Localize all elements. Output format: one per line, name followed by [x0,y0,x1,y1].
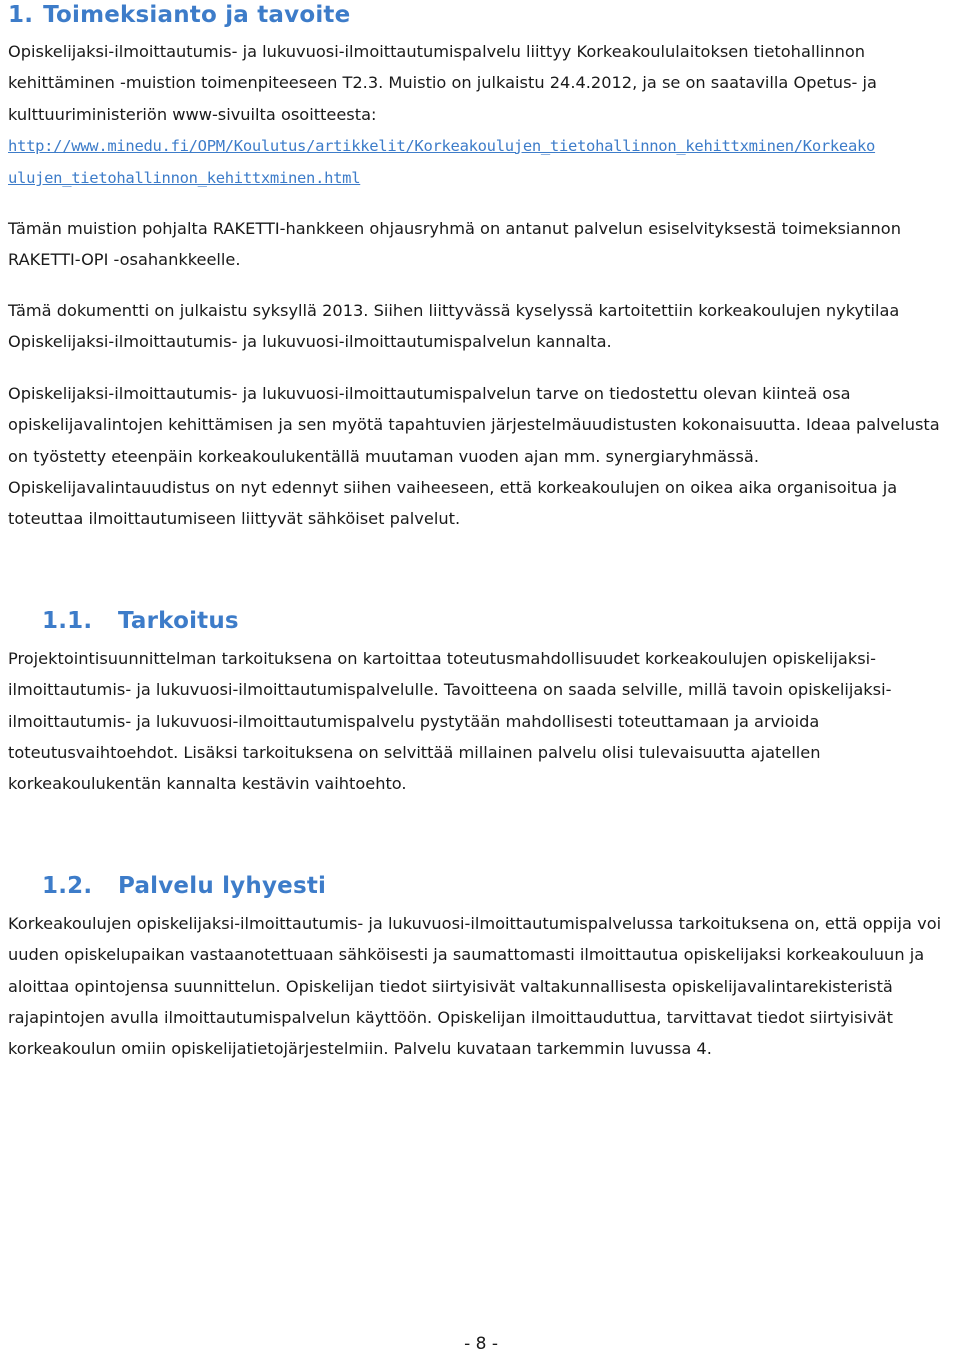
section-1-heading [8,2,350,28]
section-1-intro-paragraph [8,36,958,194]
section-1-1-paragraph: Projektointisuunnittelman tarkoituksena on kartoittaa toteutusmahdollisuudet korkeakoulujen opiskelijaksi-ilmoittautumis- ja lukuvuosi-ilmoittautumispalvelulle. Tavoitteena on saada selville, millä tavoin opiskelijaksi-ilmoittautumis- ja lukuvuosi-ilmoittautumispalvelu pystytään mahdollisesti toteuttamaan ja arvioida toteutusvaihtoehdot. Lisäksi tarkoituksena on selvittää millainen palvelu olisi tulevaisuutta ajatellen korkeakoulukentän kannalta kestävin vaihtoehto. [8,649,892,794]
section-1-2-heading [42,873,326,899]
intro-text: Opiskelijaksi-ilmoittautumis- ja lukuvuosi-ilmoittautumispalvelu liittyy Korkeakoululaitoksen tietohallinnon kehittäminen -muistion toimenpiteeseen T2.3. Muistio on julkaistu 24.4.2012, ja se on saatavilla Opetus- ja kulttuuriministeriön www-sivuilta osoitteesta: [8,42,877,124]
page-footer [0,1334,960,1354]
ministry-link-line-2: ulujen_tietohallinnon_kehittxminen.html [8,169,361,188]
section-1-1-heading [42,608,239,634]
section-1-title: Toimeksianto ja tavoite [43,2,351,28]
section-1-2-number: 1.2. [42,873,93,899]
ministry-link[interactable] [8,137,875,187]
section-1-1-title: Tarkoitus [118,608,239,634]
section-1-1-number: 1.1. [42,608,93,634]
section-1-2-title: Palvelu lyhyesti [118,873,327,899]
page-number: - 8 - [464,1334,498,1354]
section-1-paragraph-4: Opiskelijaksi-ilmoittautumis- ja lukuvuosi-ilmoittautumispalvelun tarve on tiedostettu olevan kiinteä osa opiskelijavalintojen kehittämisen ja sen myötä tapahtuvien järjestelmäuudistusten kokonaisuutta. Ideaa palvelusta on työstetty eteenpäin korkeakoulukentällä muutaman vuoden ajan mm. synergiaryhmässä. Opiskelijavalintauudistus on nyt edennyt siihen vaiheeseen, että korkeakoulujen on oikea aika organisoitua ja toteuttaa ilmoittautumiseen liittyvät sähköiset palvelut. [8,384,940,529]
section-1-number: 1. [8,2,34,28]
section-1-paragraph-3: Tämä dokumentti on julkaistu syksyllä 2013. Siihen liittyvässä kyselyssä kartoitettiin korkeakoulujen nykytilaa Opiskelijaksi-ilmoittautumis- ja lukuvuosi-ilmoittautumispalvelun kannalta. [8,301,900,352]
ministry-link-line-1: http://www.minedu.fi/OPM/Koulutus/artikkelit/Korkeakoulujen_tietohallinnon_kehittxminen/Korkeako [8,136,876,155]
section-1-paragraph-2: Tämän muistion pohjalta RAKETTI-hankkeen ohjausryhmä on antanut palvelun esiselvityksestä toimeksiannon RAKETTI-OPI -osahankkeelle. [8,219,901,270]
section-1-2-paragraph: Korkeakoulujen opiskelijaksi-ilmoittautumis- ja lukuvuosi-ilmoittautumispalvelussa tarkoituksena on, että oppija voi uuden opiskelupaikan vastaanotettuaan sähköisesti ja saumattomasti ilmoittautua opiskelijaksi korkeakouluun ja aloittaa opintojensa suunnittelun. Opiskelijan tiedot siirtyisivät valtakunnallisesta opiskelijavalintarekisteristä rajapintojen avulla ilmoittautumispalvelun käyttöön. Opiskelijan ilmoittauduttua, tarvittavat tiedot siirtyisivät korkeakoulun omiin opiskelijatietojärjestelmiin. Palvelu kuvataan tarkemmin luvussa 4. [8,914,942,1059]
